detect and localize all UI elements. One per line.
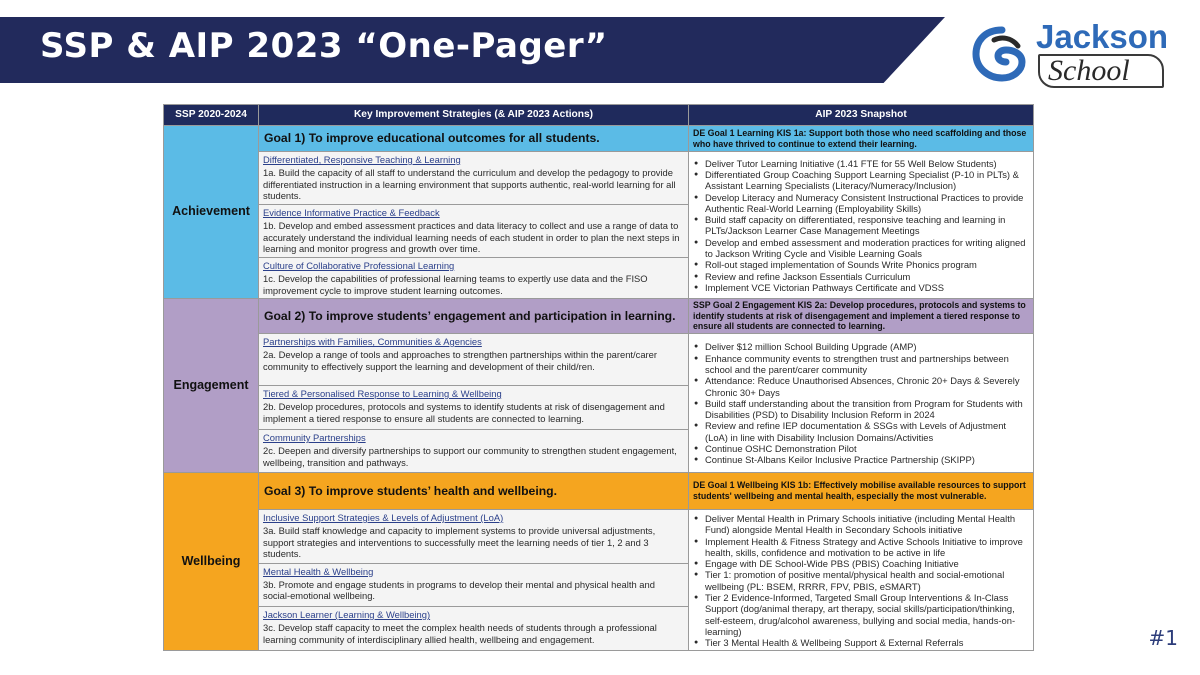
strategy-2c (259, 430, 689, 473)
strategy-2b-text: 2b. Develop procedures, protocols and systems to identify students at risk of disengagement and implement a tiered response to ensure all students are connected to learning. (263, 401, 665, 424)
strategy-1a (259, 152, 689, 205)
one-pager-table (163, 104, 1034, 651)
strategy-3c-text: 3c. Develop staff capacity to meet the complex health needs of students through a professional learning community of interdisciplinary allied health, wellbeing and engagement. (263, 622, 657, 645)
strategy-3c (259, 607, 689, 651)
snapshot-heading-1: DE Goal 1 Learning KIS 1a: Support both those who need scaffolding and those who have thrived to continue to extend their learning. (689, 126, 1034, 152)
slide-number: #1 (1148, 626, 1178, 650)
strategy-2b (259, 386, 689, 430)
goal-row-wellbeing (164, 473, 1034, 510)
strategy-2c-title: Community Partnerships (263, 432, 366, 443)
pillar-achievement: Achievement (164, 126, 259, 299)
snapshot-bullet: ● Continue St-Albans Keilor Inclusive Practice Partnership (SKIPP) (693, 454, 1029, 465)
strategy-1c-text: 1c. Develop the capabilities of professional learning teams to expertly use data and the FISO improvement cycle to improve student learning outcomes. (263, 273, 648, 296)
strategy-1c (259, 258, 689, 299)
header-strategies: Key Improvement Strategies (& AIP 2023 Actions) (259, 105, 689, 126)
strategy-3a (259, 510, 689, 564)
strategy-3b-title: Mental Health & Wellbeing (263, 565, 374, 577)
snapshot-bullet: ● Implement Health & Fitness Strategy and Active Schools Initiative to improve health, skills, confidence and motivation to be active in life (693, 536, 1029, 559)
snapshot-bullet: ● Review and refine IEP documentation & SSGs with Levels of Adjustment (LoA) in line with Disability Inclusion Domains/Activities (693, 420, 1029, 443)
snapshot-bullet: ● Tier 1: promotion of positive mental/physical health and social-emotional wellbeing (PL: BSEM, RRRR, FPV, PBIS, eSMART) (693, 569, 1029, 592)
pillar-engagement: Engagement (164, 298, 259, 472)
snapshot-bullet: ● Develop and embed assessment and moderation practices for writing aligned to Jackson Writing Cycle and Visible Learning Goals (693, 237, 1029, 260)
goal-2-title: Goal 2) To improve students’ engagement and participation in learning. (259, 298, 689, 333)
snapshot-bullets-1 (689, 152, 1034, 299)
strategy-1b-title: Evidence Informative Practice & Feedback (263, 207, 440, 218)
strategy-2a (259, 334, 689, 386)
snapshot-bullet: ● Implement VCE Victorian Pathways Certificate and VDSS (693, 282, 1029, 293)
strategy-1a-text: 1a. Build the capacity of all staff to understand the curriculum and develop the pedagogy to provide differentiated instruction in a learning environment that supports authentic, real-world learning for all students. (263, 167, 676, 201)
snapshot-bullet: ● Deliver $12 million School Building Upgrade (AMP) (693, 341, 1029, 352)
snapshot-bullet: ● Differentiated Group Coaching Support Learning Specialist (P-10 in PLTs) & Assistant Learning Specialists (Literacy/Numeracy/Inclusion) (693, 169, 1029, 192)
logo-text-school-box (1038, 54, 1164, 88)
strategy-1b (259, 205, 689, 258)
goal-3-title: Goal 3) To improve students’ health and wellbeing. (259, 473, 689, 510)
goal-1-title: Goal 1) To improve educational outcomes for all students. (259, 126, 689, 152)
strategy-3b-text: 3b. Promote and engage students in programs to develop their mental and physical health and social-emotional wellbeing. (263, 579, 655, 602)
strategy-3c-title: Jackson Learner (Learning & Wellbeing) (263, 609, 431, 621)
header-ssp: SSP 2020-2024 (164, 105, 259, 126)
strategy-1a-title: Differentiated, Responsive Teaching & Learning (263, 154, 461, 165)
snapshot-bullet: ● Tier 3 Mental Health & Wellbeing Support & External Referrals (693, 637, 1029, 648)
snapshot-bullet: ● Continue OSHC Demonstration Pilot (693, 443, 1029, 454)
strategy-2b-title: Tiered & Personalised Response to Learning & Wellbeing (263, 388, 502, 399)
snapshot-bullets-2 (689, 334, 1034, 473)
snapshot-bullet: ● Develop Literacy and Numeracy Consistent Instructional Practices to provide Authentic Real-World Learning (Employability Skills) (693, 192, 1029, 215)
logo-text-jackson: Jackson (1036, 18, 1169, 55)
table-header-row (164, 105, 1034, 126)
snapshot-bullet: ● Build staff understanding about the transition from Program for Students with Disabilities (PSD) to Disability Inclusion Reform in 2024 (693, 398, 1029, 421)
snapshot-bullet: ● Roll-out staged implementation of Sounds Write Phonics program (693, 259, 1029, 270)
header-snapshot: AIP 2023 Snapshot (689, 105, 1034, 126)
strategy-1c-title: Culture of Collaborative Professional Learning (263, 260, 455, 271)
pillar-wellbeing: Wellbeing (164, 473, 259, 651)
snapshot-bullets-3 (689, 510, 1034, 651)
snapshot-bullet: ● Deliver Mental Health in Primary Schools initiative (including Mental Health Fund) alongside Mental Health in Secondary Schools initiative (693, 513, 1029, 536)
strategy-2a-text: 2a. Develop a range of tools and approaches to strengthen partnerships within the parent/carer community to effectively support the learning and development of their child/ren. (263, 349, 657, 372)
strategy-3b (259, 563, 689, 606)
logo-text-school: School (1048, 54, 1130, 87)
strategy-2c-text: 2c. Deepen and diversify partnerships to support our community to strengthen student engagement, wellbeing, transition and pathways. (263, 445, 677, 468)
goal-row-achievement (164, 126, 1034, 152)
snapshot-bullet: ● Tier 2 Evidence-Informed, Targeted Small Group Interventions & In-Class Support (dog/animal therapy, art therapy, social skills/participation/thinking, self-esteem, drug/alcohol awareness, bullying and social media, hands-on-learning) (693, 592, 1029, 637)
snapshot-bullet: ● Enhance community events to strengthen trust and partnerships between school and the parent/carer community (693, 353, 1029, 376)
snapshot-bullet: ● Attendance: Reduce Unauthorised Absences, Chronic 20+ Days & Severely Chronic 30+ Days (693, 375, 1029, 398)
goal-row-engagement (164, 298, 1034, 333)
page-title: SSP & AIP 2023 “One-Pager” (40, 26, 608, 66)
snapshot-heading-2: SSP Goal 2 Engagement KIS 2a: Develop procedures, protocols and systems to identify students at risk of disengagement and implement a tiered response to ensure all students are connected to learning. (689, 298, 1034, 333)
school-logo (972, 18, 1167, 88)
strategy-row (164, 334, 1034, 386)
strategy-row (164, 152, 1034, 205)
snapshot-heading-3: DE Goal 1 Wellbeing KIS 1b: Effectively mobilise available resources to support students' wellbeing and mental health, especially the most vulnerable. (689, 473, 1034, 510)
logo-swirl-icon (972, 26, 1026, 82)
strategy-row (164, 510, 1034, 564)
snapshot-bullet: ● Build staff capacity on differentiated, responsive teaching and learning in PLTs/Jackson Learner Case Management Meetings (693, 214, 1029, 237)
strategy-1b-text: 1b. Develop and embed assessment practices and data literacy to collect and use a range of data to accurately understand the individual learning needs of each student in order to plan the next steps in learning and monitor progress and growth over time. (263, 220, 680, 254)
snapshot-bullet: ● Engage with DE School-Wide PBS (PBIS) Coaching Initiative (693, 558, 1029, 569)
strategy-2a-title: Partnerships with Families, Communities & Agencies (263, 336, 482, 347)
strategy-3a-title: Inclusive Support Strategies & Levels of Adjustment (LoA) (263, 512, 504, 523)
snapshot-bullet: ● Deliver Tutor Learning Initiative (1.41 FTE for 55 Well Below Students) (693, 158, 1029, 169)
snapshot-bullet: ● Review and refine Jackson Essentials Curriculum (693, 271, 1029, 282)
strategy-3a-text: 3a. Build staff knowledge and capacity to implement systems to provide universal adjustments, support strategies and interventions to successfully meet the learning needs of tier 1, 2 and 3 students. (263, 525, 656, 559)
